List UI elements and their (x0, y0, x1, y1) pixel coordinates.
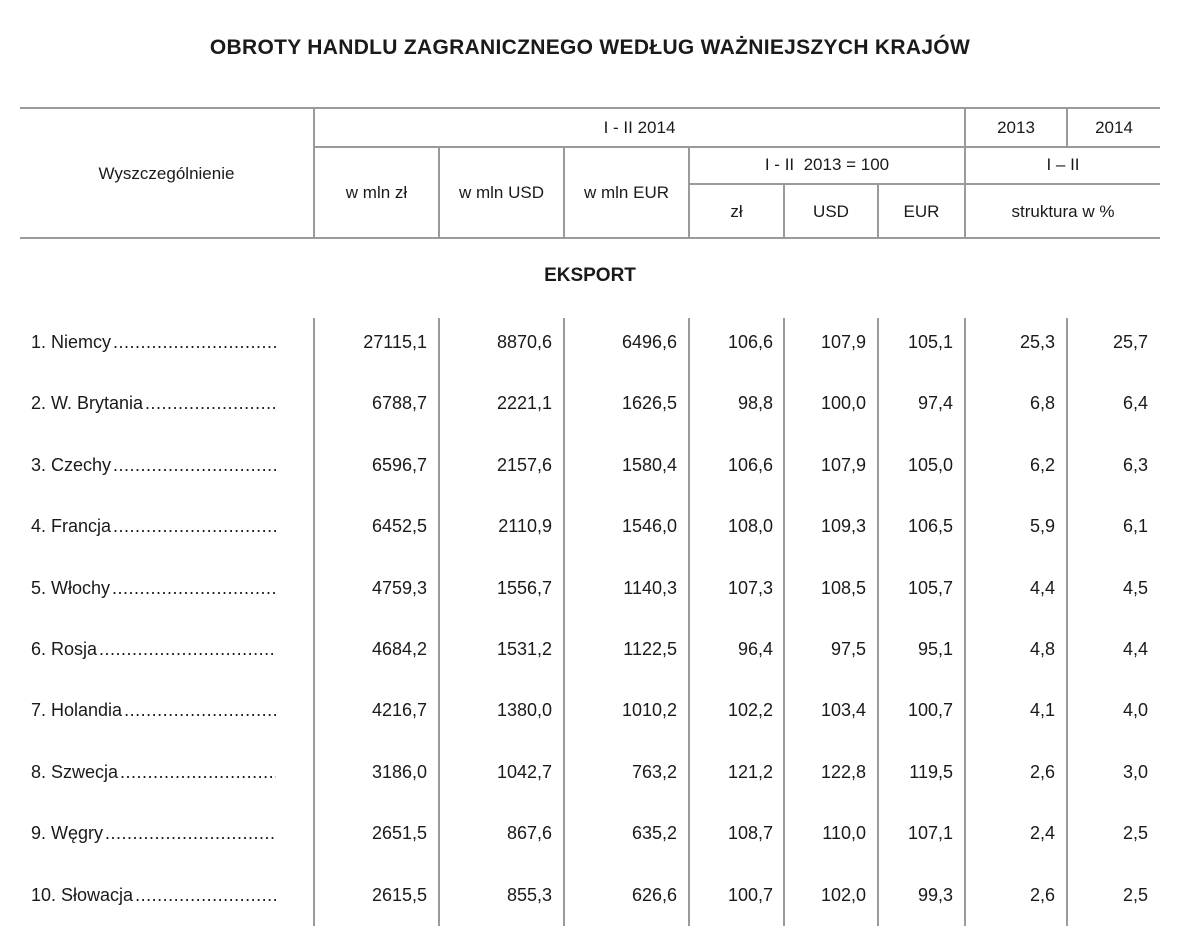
cell-i-eur: 105,1 (907, 332, 953, 352)
cell-s2014: 6,3 (1122, 454, 1148, 475)
cell-i-eur: 107,1 (907, 823, 953, 844)
cell-i-zl: 106,6 (727, 454, 773, 475)
cell-s2014: 4,4 (1122, 639, 1148, 659)
cell-zl: 2651,5 (371, 823, 427, 844)
header-period: I - II 2014 (603, 118, 676, 137)
cell-usd: 2157,6 (496, 454, 552, 475)
table-row (0, 453, 1200, 477)
cell-s2014: 6,1 (1122, 516, 1148, 537)
cell-i-usd: 107,9 (820, 454, 866, 475)
cell-zl: 4759,3 (371, 577, 427, 598)
cell-i-zl: 108,0 (727, 516, 773, 537)
cell-i-eur: 105,7 (907, 577, 953, 598)
cell-usd: 2110,9 (498, 516, 552, 537)
row-country-name (31, 391, 276, 415)
cell-zl: 6596,7 (371, 454, 427, 475)
row-country-label: 8. Szwecja (31, 761, 119, 782)
cell-i-eur: 95,1 (917, 639, 953, 659)
cell-i-usd: 122,8 (820, 761, 866, 782)
cell-usd: 8870,6 (496, 332, 552, 352)
cell-i-zl: 107,3 (727, 577, 773, 598)
cell-s2013: 4,1 (1029, 700, 1055, 721)
row-country-name (31, 698, 276, 722)
cell-i-usd: 100,0 (820, 393, 866, 414)
cell-i-usd: 97,5 (830, 639, 866, 659)
cell-i-eur: 106,5 (907, 516, 953, 537)
row-country-label: 4. Francja (31, 516, 112, 537)
cell-i-usd: 102,0 (820, 884, 866, 905)
cell-i-usd: 103,4 (820, 700, 866, 721)
cell-i-usd: 107,9 (820, 332, 866, 352)
cell-zl: 4684,2 (371, 639, 427, 659)
header-struct-label: struktura w % (1011, 202, 1115, 221)
header-year-2014: 2014 (1095, 118, 1133, 137)
cell-eur: 1010,2 (621, 700, 677, 721)
cell-s2013: 25,3 (1019, 332, 1055, 352)
header-struct-period: I – II (1046, 155, 1080, 174)
table-row (0, 391, 1200, 415)
cell-i-eur: 97,4 (917, 393, 953, 414)
cell-i-zl: 100,7 (727, 884, 773, 905)
cell-i-zl: 96,4 (737, 639, 773, 659)
cell-s2014: 3,0 (1122, 761, 1148, 782)
header-stub: Wyszczególnienie (98, 164, 235, 183)
cell-zl: 6452,5 (371, 516, 427, 537)
cell-i-usd: 109,3 (820, 516, 866, 537)
cell-zl: 4216,7 (371, 700, 427, 721)
cell-i-eur: 100,7 (907, 700, 953, 721)
table-row (0, 760, 1200, 784)
cell-s2014: 2,5 (1122, 884, 1148, 905)
cell-i-zl: 121,2 (727, 761, 773, 782)
cell-eur: 1546,0 (621, 516, 677, 537)
section-title: EKSPORT (544, 265, 636, 286)
row-country-name (31, 453, 276, 477)
header-mln-zl: w mln zł (345, 183, 408, 202)
cell-eur: 1122,5 (623, 639, 677, 659)
cell-usd: 1380,0 (496, 700, 552, 721)
cell-s2013: 2,6 (1029, 884, 1055, 905)
cell-usd: 855,3 (506, 884, 552, 905)
cell-s2014: 25,7 (1112, 332, 1148, 352)
cell-s2013: 6,8 (1029, 393, 1055, 414)
cell-eur: 1580,4 (621, 454, 677, 475)
header-sub-rule (688, 183, 1160, 185)
cell-eur: 763,2 (631, 761, 677, 782)
header-index-zl: zł (730, 202, 743, 221)
table-row (0, 883, 1200, 907)
cell-eur: 1626,5 (621, 393, 677, 414)
cell-i-usd: 110,0 (822, 823, 866, 844)
row-country-name (31, 760, 276, 784)
cell-s2013: 2,6 (1029, 761, 1055, 782)
header-mln-usd: w mln USD (458, 183, 544, 202)
cell-i-zl: 102,2 (727, 700, 773, 721)
cell-s2014: 4,0 (1122, 700, 1148, 721)
table-row (0, 821, 1200, 845)
row-country-label: 1. Niemcy (31, 332, 112, 352)
cell-zl: 2615,5 (371, 884, 427, 905)
cell-s2013: 6,2 (1029, 454, 1055, 475)
cell-eur: 626,6 (631, 884, 677, 905)
cell-zl: 3186,0 (371, 761, 427, 782)
header-year-2013: 2013 (997, 118, 1035, 137)
cell-i-usd: 108,5 (820, 577, 866, 598)
row-country-label: 5. Włochy (31, 577, 111, 598)
header-index-usd: USD (813, 202, 849, 221)
cell-i-eur: 105,0 (907, 454, 953, 475)
table-title: OBROTY HANDLU ZAGRANICZNEGO WEDŁUG WAŻNIEJSZYCH KRAJÓW (209, 36, 971, 59)
cell-s2013: 5,9 (1029, 516, 1055, 537)
cell-i-zl: 106,6 (727, 332, 773, 352)
table-row (0, 637, 1200, 661)
table-row (0, 514, 1200, 538)
table-row (0, 330, 1200, 354)
row-country-label: 9. Węgry (31, 823, 104, 844)
cell-i-zl: 108,7 (727, 823, 773, 844)
cell-usd: 1042,7 (496, 761, 552, 782)
table-row (0, 576, 1200, 600)
header-mln-eur: w mln EUR (583, 183, 669, 202)
cell-zl: 6788,7 (371, 393, 427, 414)
cell-eur: 635,2 (631, 823, 677, 844)
row-country-name (31, 637, 276, 661)
row-country-name (31, 576, 276, 600)
cell-eur: 1140,3 (623, 577, 677, 598)
row-country-name (31, 883, 276, 907)
cell-zl: 27115,1 (363, 332, 427, 352)
row-country-name (31, 514, 276, 538)
row-country-label: 7. Holandia (31, 700, 123, 721)
row-country-label: 10. Słowacja (31, 884, 134, 905)
cell-eur: 6496,6 (621, 332, 677, 352)
cell-usd: 2221,1 (496, 393, 552, 414)
row-country-label: 3. Czechy (31, 454, 112, 475)
cell-i-eur: 99,3 (917, 884, 953, 905)
header-index-group: I - II 2013 = 100 (764, 155, 890, 174)
cell-s2014: 4,5 (1122, 577, 1148, 598)
cell-s2013: 2,4 (1029, 823, 1055, 844)
row-country-name (31, 330, 276, 354)
cell-usd: 867,6 (506, 823, 552, 844)
cell-s2013: 4,4 (1029, 577, 1055, 598)
cell-i-eur: 119,5 (909, 761, 953, 782)
cell-usd: 1556,7 (496, 577, 552, 598)
row-country-label: 2. W. Brytania (31, 393, 144, 414)
header-mid-rule (313, 146, 1160, 148)
header-top-rule (20, 107, 1160, 109)
cell-s2014: 2,5 (1122, 823, 1148, 844)
header-index-eur: EUR (903, 202, 940, 221)
cell-s2014: 6,4 (1122, 393, 1148, 414)
cell-i-zl: 98,8 (737, 393, 773, 414)
cell-s2013: 4,8 (1029, 639, 1055, 659)
row-country-label: 6. Rosja (31, 639, 98, 659)
header-bottom-rule (20, 237, 1160, 239)
row-country-name (31, 821, 276, 845)
table-row (0, 698, 1200, 722)
cell-usd: 1531,2 (496, 639, 552, 659)
